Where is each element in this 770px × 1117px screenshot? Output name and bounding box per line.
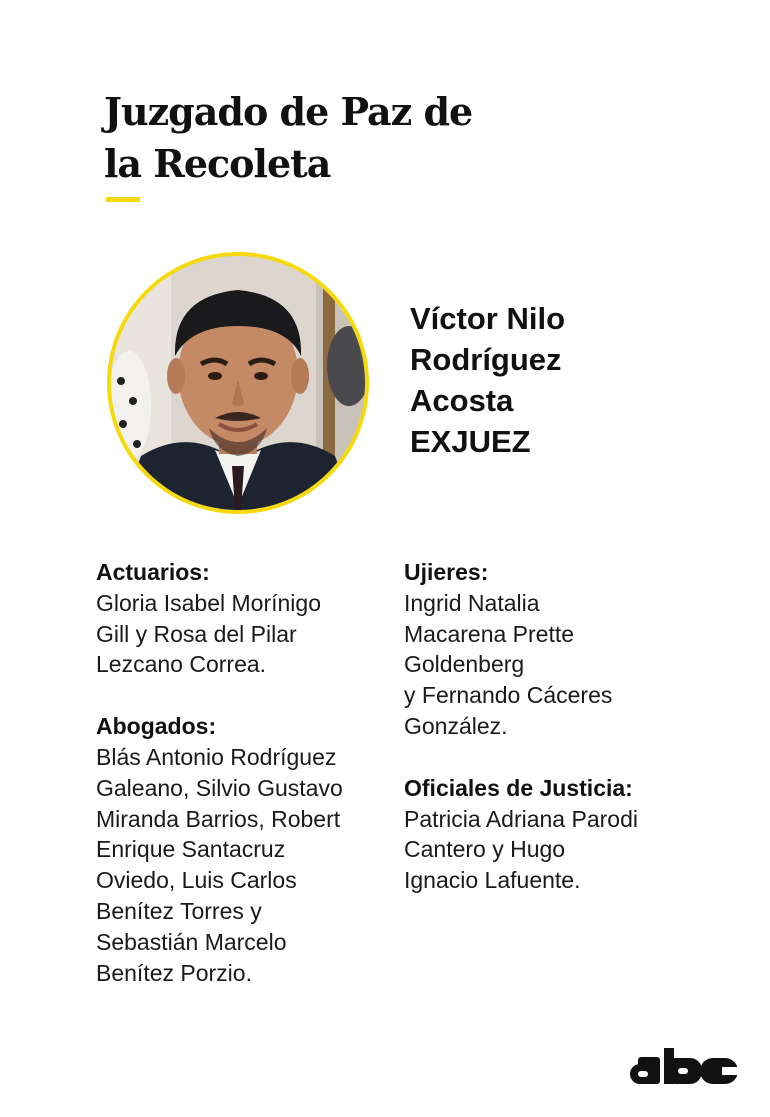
abogados-line: Benítez Porzio. — [96, 959, 252, 986]
person-name-line-1: Víctor Nilo — [410, 301, 566, 336]
ujieres-line: González. — [404, 712, 508, 739]
oficiales-line: Ignacio Lafuente. — [404, 867, 581, 894]
section-spacer — [404, 742, 734, 773]
actuarios-line: Lezcano Correa. — [96, 651, 267, 678]
oficiales-line: Cantero y Hugo — [404, 836, 566, 863]
section-heading-abogados: Abogados: — [96, 713, 217, 740]
ujieres-line: Macarena Prette — [404, 620, 575, 647]
portrait-illustration — [111, 256, 365, 510]
oficiales-line: Patricia Adriana Parodi — [404, 805, 638, 832]
page-title — [104, 86, 524, 190]
person-name-line-3: Acosta — [410, 383, 514, 418]
section-heading-oficiales-de-justicia: Oficiales de Justicia: — [404, 774, 633, 801]
ujieres-line: Goldenberg — [404, 651, 525, 678]
abc-logo-icon — [630, 1046, 740, 1090]
person-name-block — [410, 298, 730, 462]
abogados-line: Galeano, Silvio Gustavo — [96, 774, 343, 801]
abc-logo — [630, 1046, 740, 1090]
person-role: EXJUEZ — [410, 424, 531, 459]
left-column — [96, 557, 386, 988]
ujieres-line: Ingrid Natalia — [404, 589, 540, 616]
abogados-line: Enrique Santacruz — [96, 836, 286, 863]
abogados-line: Blás Antonio Rodríguez — [96, 743, 337, 770]
actuarios-line: Gloria Isabel Morínigo — [96, 589, 321, 616]
abogados-line: Sebastián Marcelo — [96, 928, 287, 955]
person-name-line-2: Rodríguez — [410, 342, 562, 377]
actuarios-line: Gill y Rosa del Pilar — [96, 620, 297, 647]
portrait-photo — [107, 252, 369, 514]
section-spacer — [96, 680, 386, 711]
abogados-line: Oviedo, Luis Carlos — [96, 867, 297, 894]
page-title-line-2: la Recoleta — [104, 141, 331, 186]
ujieres-line: y Fernando Cáceres — [404, 682, 613, 709]
title-accent-bar — [106, 197, 140, 202]
abogados-line: Miranda Barrios, Robert — [96, 805, 341, 832]
right-column — [404, 557, 734, 896]
section-heading-ujieres: Ujieres: — [404, 559, 489, 585]
section-heading-actuarios: Actuarios: — [96, 559, 210, 585]
page-title-line-1: Juzgado de Paz de — [104, 89, 473, 134]
abogados-line: Benítez Torres y — [96, 897, 262, 924]
